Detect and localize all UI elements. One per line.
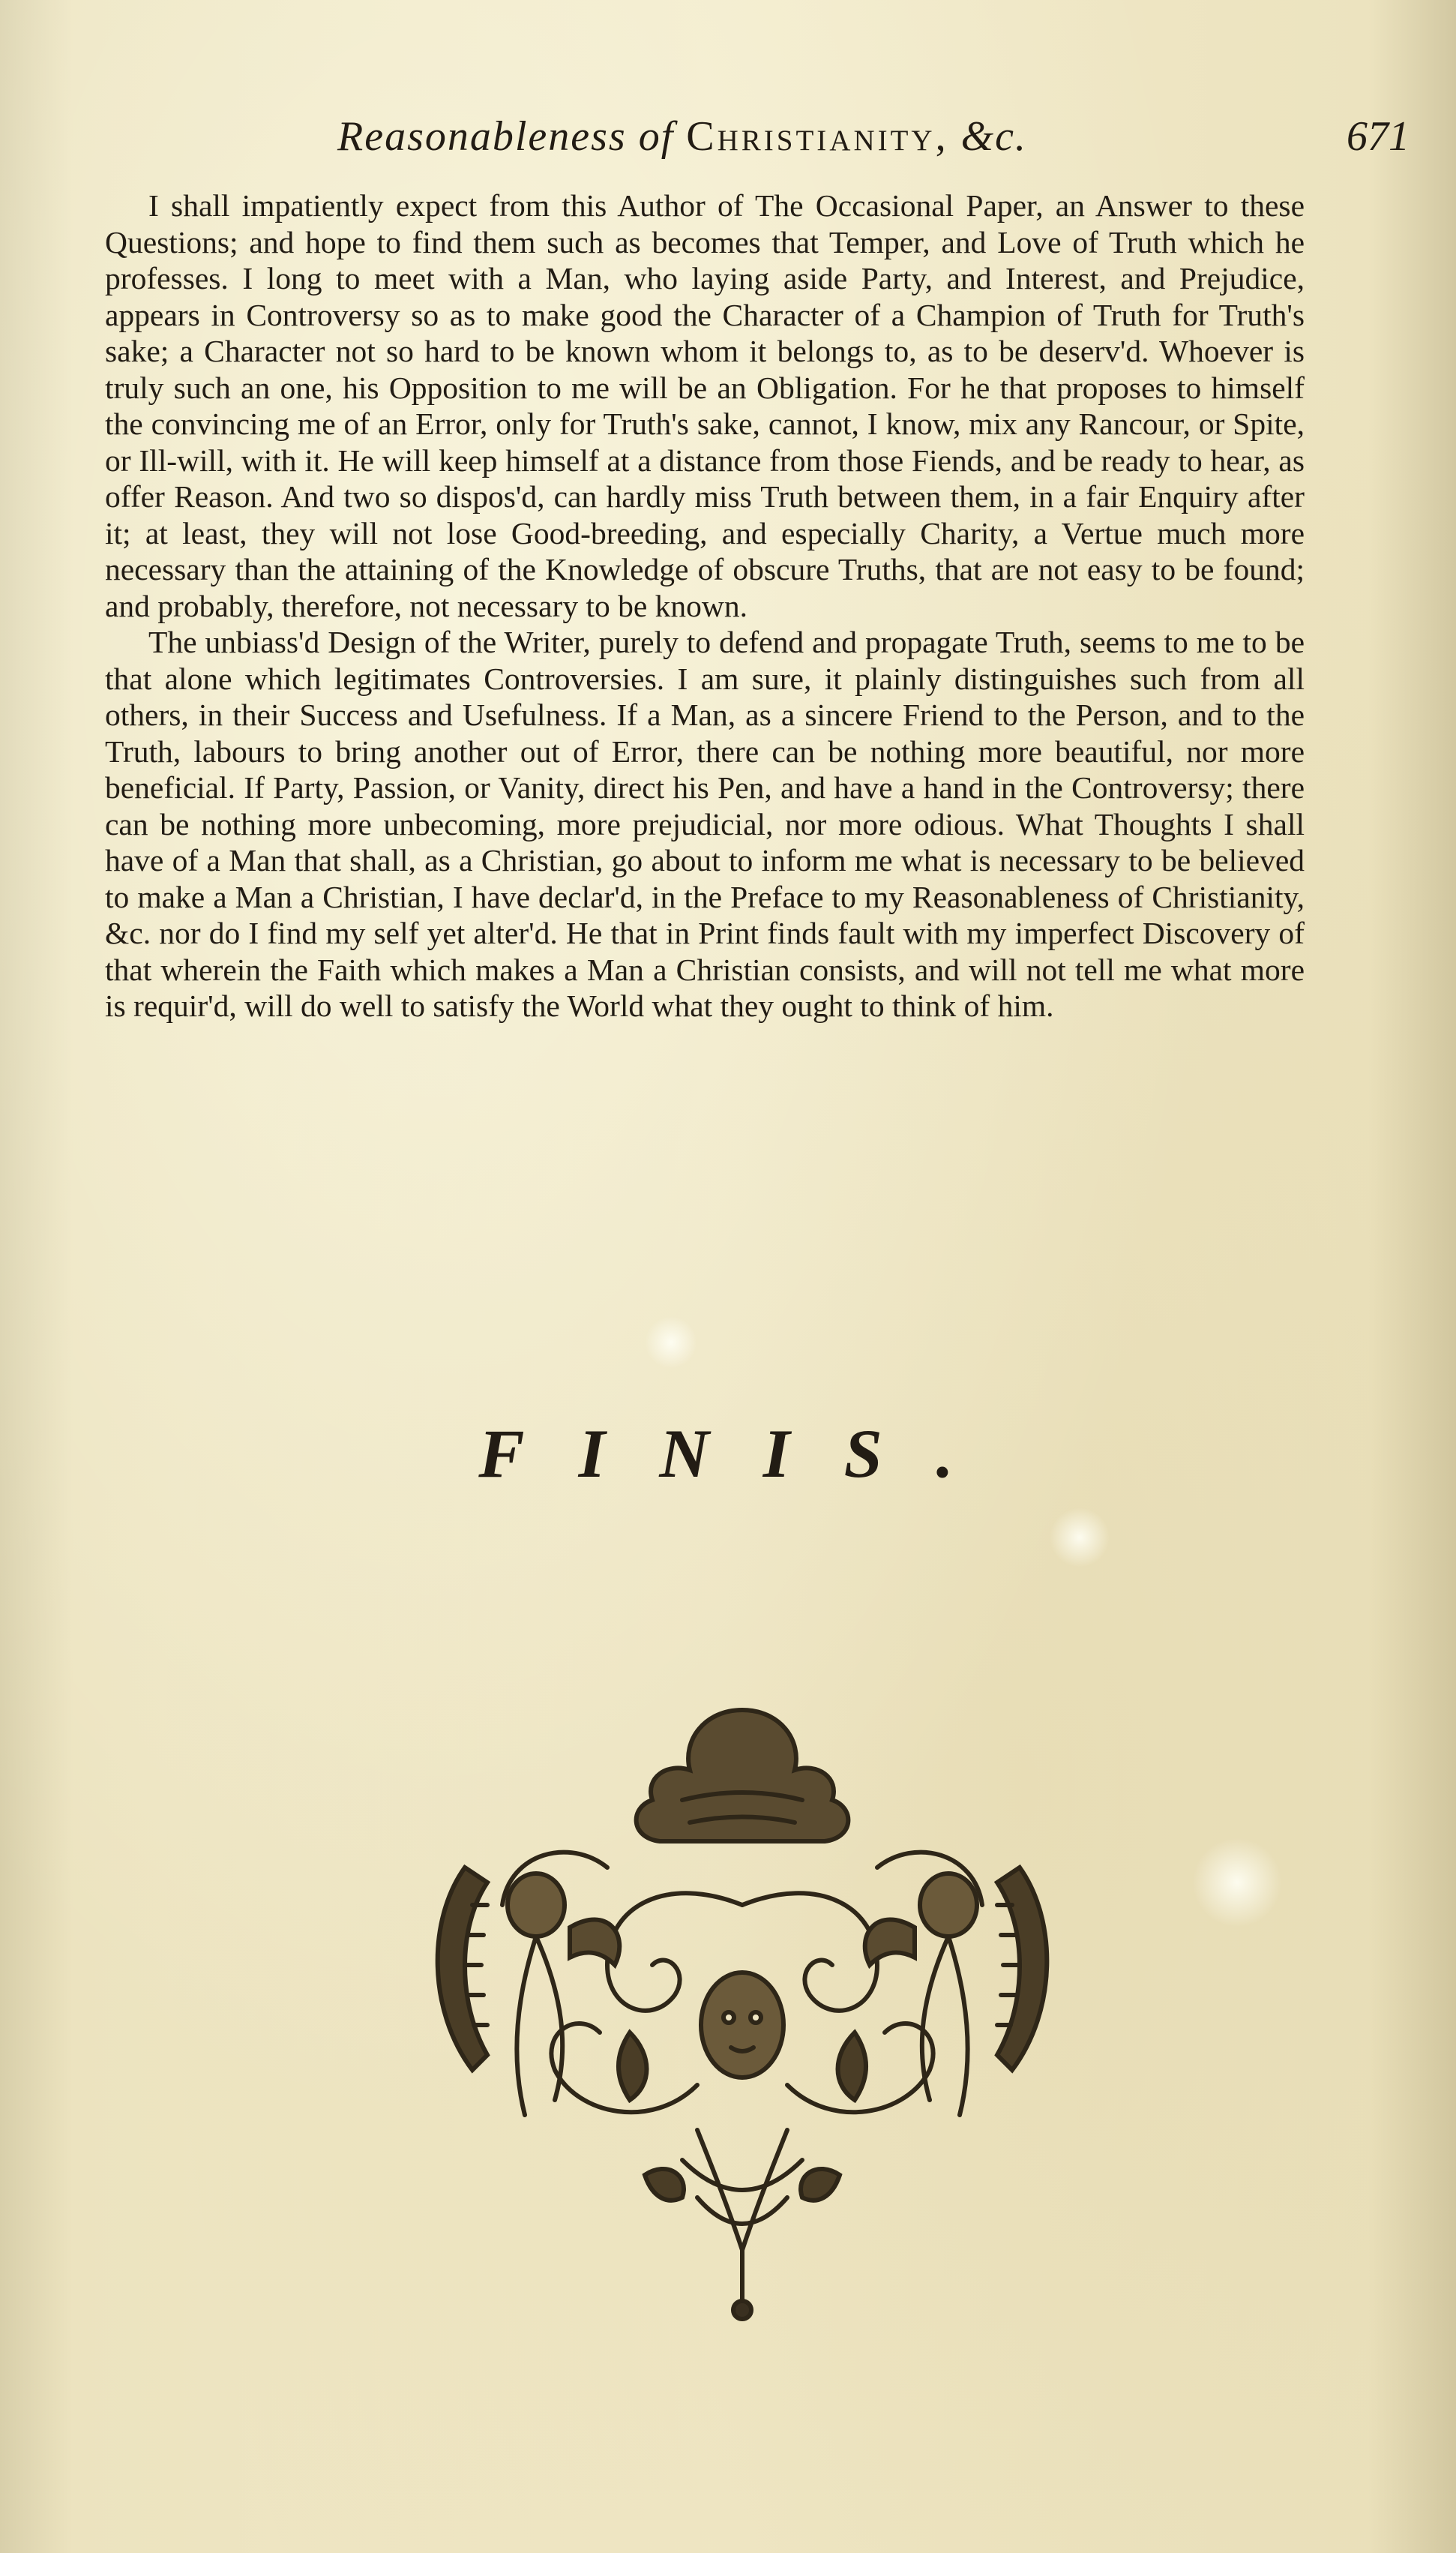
paper-stain — [1050, 1508, 1110, 1568]
paragraph-1: I shall impatiently expect from this Author of The Occasional Paper, an Answer to these Questions; and hope to find them such as becomes that Temper, and Love of Truth which he professes. I long to meet with a Man, who laying aside Party, and Interest, and Prejudice, appears in Controversy so as to make good the Character of a Champion of Truth for Truth's sake; a Character not so hard to be known whom it belongs to, as to be deserv'd. Whoever is truly such an one, his Opposition to me will be an Obligation. For he that proposes to himself the convincing me of an Error, only for Truth's sake, cannot, I know, mix any Rancour, or Spite, or Ill-will, with it. He will keep himself at a distance from those Fiends, and be ready to hear, as offer Reason. And two so dispos'd, can hardly miss Truth between them, in a fair Enquiry after it; at least, they will not lose Good-breeding, and especially Charity, a Vertue much more necessary than the attaining of the Knowledge of obscure Truths, that are not easy to be found; and probably, therefore, not necessary to be known. — [105, 188, 1305, 623]
running-header — [97, 112, 1417, 180]
running-title-caps: Christianity, — [686, 113, 949, 160]
running-title-italic: Reasonableness of — [337, 113, 675, 160]
paper-stain — [1192, 1838, 1282, 1928]
page-number: 671 — [1347, 113, 1410, 160]
body-text — [105, 188, 1305, 1024]
finis-heading: FINIS. — [478, 1415, 1008, 1492]
paper-stain — [645, 1316, 697, 1369]
running-title — [337, 112, 1027, 160]
tailpiece-ornament — [382, 1680, 1102, 2340]
paragraph-2: The unbiass'd Design of the Writer, purely to defend and propagate Truth, seems to me to be that alone which legitimates Controversies. I am sure, it plainly distinguishes such from all others, in their Success and Usefulness. If a Man, as a sincere Friend to the Person, and to the Truth, labours to bring another out of Error, there can be nothing more beautiful, nor more beneficial. If Party, Passion, or Vanity, direct his Pen, and have a hand in the Controversy; there can be nothing more unbecoming, more prejudicial, nor more odious. What Thoughts I shall have of a Man that shall, as a Christian, go about to inform me what is necessary to be believed to make a Man a Christian, I have declar'd, in the Preface to my Reasonableness of Christianity, &c. nor do I find my self yet alter'd. He that in Print finds fault with my imperfect Discovery of that wherein the Faith which makes a Man a Christian consists, and will not tell me what more is requir'd, will do well to satisfy the World what they ought to think of him. — [105, 625, 1305, 1023]
running-title-etc: &c. — [960, 113, 1028, 160]
